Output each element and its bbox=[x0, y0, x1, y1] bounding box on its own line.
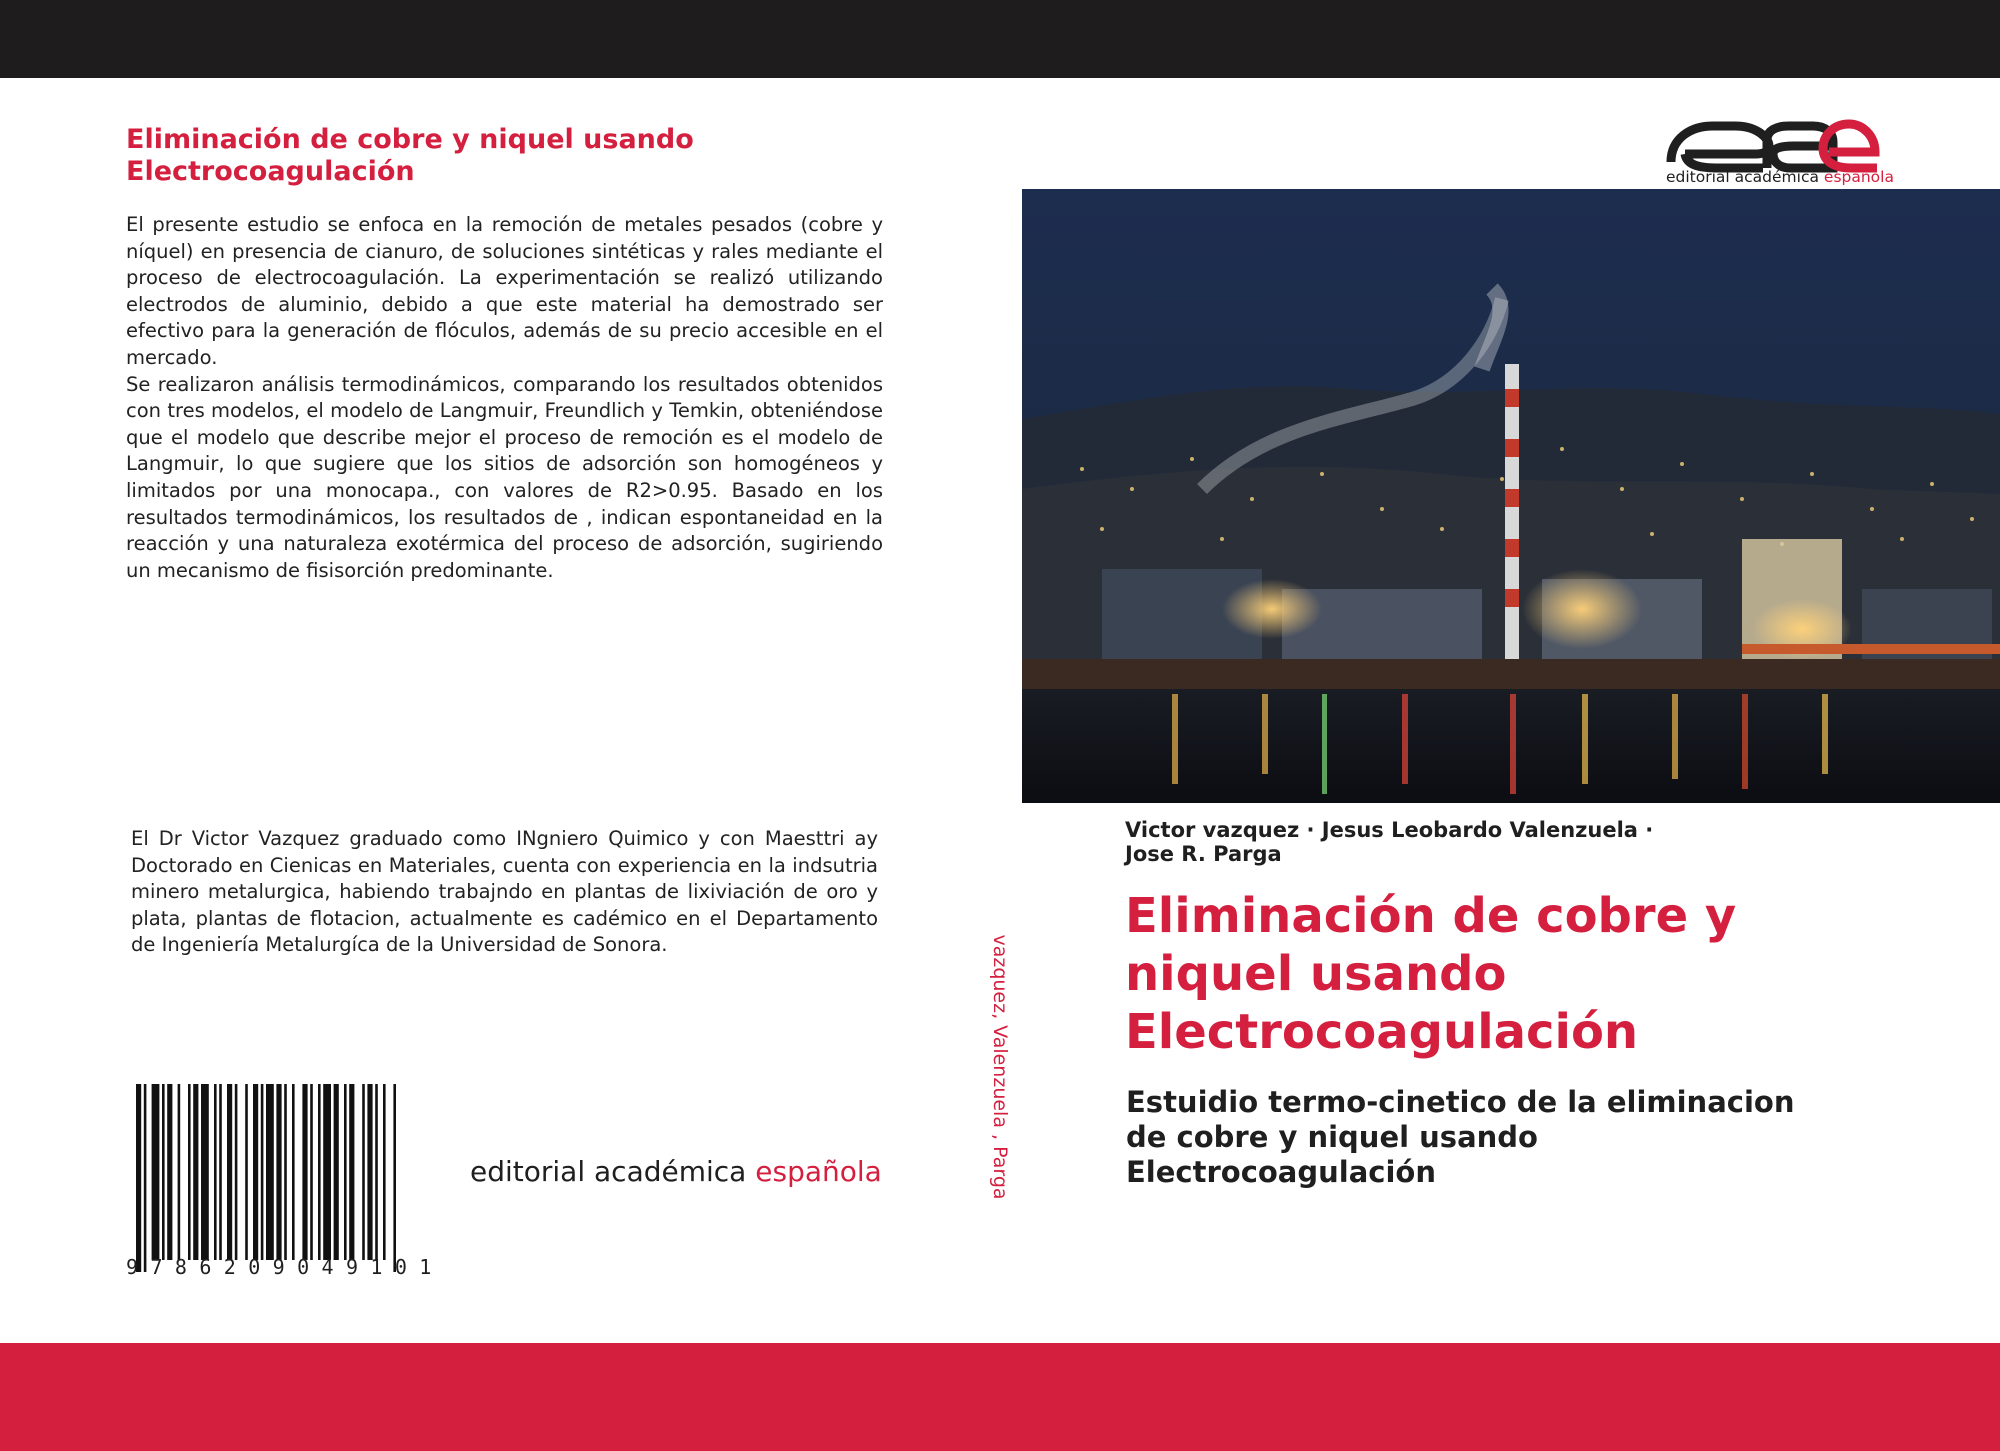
barcode-bar bbox=[349, 1084, 354, 1260]
bottom-band bbox=[0, 1343, 2000, 1451]
barcode-bar bbox=[276, 1084, 281, 1260]
barcode-bar bbox=[323, 1084, 331, 1260]
blurb-paragraph: El presente estudio se enfoca en la remoción de metales pesados (cobre y níquel) en presencia de cianuro, de soluciones sintéticas y rales mediante el proceso de electrocoagulación. La experimentación se realizó utilizando electrodos de aluminio, debido a que este material ha demostrado ser efectivo para la generación de flóculos, además de su precio accesible en el mercado. bbox=[126, 213, 883, 369]
publisher-logo-text bbox=[1666, 168, 1894, 186]
barcode-bar bbox=[292, 1084, 295, 1260]
publisher-accent: española bbox=[755, 1155, 882, 1188]
authors-line: Victor vazquez · Jesus Leobardo Valenzuela · bbox=[1125, 818, 1654, 842]
barcode-bar bbox=[375, 1084, 378, 1260]
barcode-bar bbox=[393, 1084, 396, 1272]
barcode-bar bbox=[152, 1084, 160, 1260]
barcode-bar bbox=[284, 1084, 287, 1260]
barcode-bar bbox=[201, 1084, 209, 1260]
barcode-bar bbox=[144, 1084, 147, 1272]
front-authors bbox=[1125, 818, 1885, 866]
barcode-bar bbox=[178, 1084, 181, 1260]
barcode-bar bbox=[367, 1084, 372, 1260]
barcode-bar bbox=[302, 1084, 307, 1260]
barcode-bar bbox=[188, 1084, 191, 1260]
spine-authors: vazquez, Valenzuela , Parga bbox=[989, 934, 1011, 1200]
barcode-bar bbox=[334, 1084, 339, 1260]
front-title-line: Eliminación de cobre y bbox=[1125, 888, 1737, 944]
barcode-bar bbox=[261, 1084, 264, 1260]
logo-main: editorial académica bbox=[1666, 168, 1824, 186]
publisher-name-back bbox=[470, 1155, 882, 1188]
barcode-bar bbox=[162, 1084, 165, 1260]
barcode-bar bbox=[136, 1084, 141, 1272]
blurb-paragraph: Se realizaron análisis termodinámicos, comparando los resultados obtenidos con tres modelos, el modelo de Langmuir, Freundlich y Temkin, obteniéndose que el modelo que describe mejor el proceso de remoción es el modelo de Langmuir, lo que sugiere que los sitios de adsorción son homogéneos y limitados por una monocapa., con valores de R2>0.95. Basado en los resultados termodinámicos, los resultados de , indican espontaneidad en la reacción y una naturaleza exotérmica del proceso de adsorción, sugiriendo un mecanismo de fisisorción predominante. bbox=[126, 372, 883, 582]
barcode-bar bbox=[383, 1084, 386, 1260]
barcode-bar bbox=[266, 1084, 274, 1260]
barcode-bar bbox=[318, 1084, 321, 1260]
barcode-bar bbox=[219, 1084, 222, 1260]
back-title-line: Electrocoagulación bbox=[126, 156, 415, 187]
isbn-barcode bbox=[118, 1080, 458, 1280]
barcode-bar bbox=[227, 1084, 232, 1260]
barcode-bar bbox=[167, 1084, 172, 1260]
publisher-main: editorial académica bbox=[470, 1155, 756, 1188]
top-band bbox=[0, 0, 2000, 78]
subtitle-line: Electrocoagulación bbox=[1126, 1155, 1436, 1189]
subtitle-line: de cobre y niquel usando bbox=[1126, 1120, 1538, 1154]
front-cover-title bbox=[1125, 887, 1985, 1061]
barcode-bar bbox=[310, 1084, 313, 1260]
barcode-bar bbox=[245, 1084, 248, 1260]
logo-accent: española bbox=[1823, 168, 1894, 186]
isbn-digits: 9786209049101 bbox=[126, 1255, 444, 1279]
barcode-bar bbox=[214, 1084, 217, 1260]
front-cover-subtitle bbox=[1126, 1085, 1986, 1190]
back-cover-title bbox=[126, 124, 826, 188]
front-title-line: niquel usando bbox=[1125, 946, 1507, 1002]
subtitle-line: Estuidio termo-cinetico de la eliminacion bbox=[1126, 1085, 1795, 1119]
barcode-bar bbox=[344, 1084, 347, 1260]
author-bio: El Dr Victor Vazquez graduado como INgniero Quimico y con Maesttri ay Doctorado en Cienicas en Materiales, cuenta con experiencia en la indsutria minero metalurgica, habiendo trabajndo en plantas de lixiviación de oro y plata, plantas de flotacion, actualmente es cadémico en el Departamento de Ingeniería Metalurgíca de la Universidad de Sonora. bbox=[131, 827, 878, 957]
back-title-line: Eliminación de cobre y niquel usando bbox=[126, 124, 694, 155]
authors-line: Jose R. Parga bbox=[1125, 842, 1282, 866]
barcode-bar bbox=[362, 1084, 365, 1260]
barcode-bar bbox=[193, 1084, 198, 1260]
front-title-line: Electrocoagulación bbox=[1125, 1004, 1639, 1060]
barcode-bar bbox=[253, 1084, 258, 1260]
back-cover-blurb bbox=[126, 212, 883, 584]
barcode-bar bbox=[235, 1084, 238, 1260]
cover-photo-industrial-night bbox=[1022, 189, 2000, 803]
